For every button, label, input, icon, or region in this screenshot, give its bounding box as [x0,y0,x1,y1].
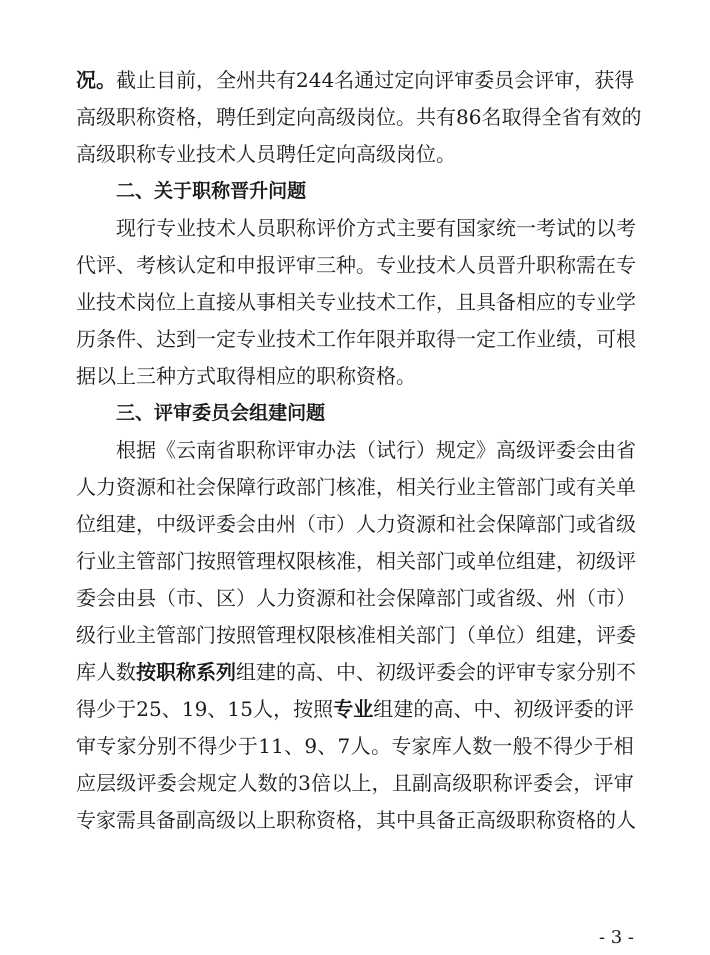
text-line: 人 力 资 源 和 社 会 保 障 行 政 部 门 核 准 ， 相 关 行 业 主 管 部 门 或 有 关 单 [76,475,636,499]
text-line: 现 行 专 业 技 术 人 员 职 称 评 价 方 式 主 要 有 国 家 统 一 考 试 的 以 考 [116,216,636,240]
text-line: 位 组 建 ， 中 级 评 委 会 由 州 （ 市 ） 人 力 资 源 和 社 会 保 障 部 门 或 省 级 [76,512,636,536]
text-line: 审 专 家 分 别 不 得 少 于 1 1 、 9 、 7 人 。 专 家 库 人 数 一 般 不 得 少 于 相 [76,734,634,758]
text-line: 根 据 《 云 南 省 职 称 评 审 办 法 （ 试 行 ） 规 定 》 高 级 评 委 会 由 省 [116,438,636,462]
text-line: 得 少 于 2 5 、 1 9 、 1 5 人 ， 按 照 专 业 组 建 的 高 、 中 、 初 级 评 委 的 评 [76,697,634,721]
text-line: 应 层 级 评 委 会 规 定 人 数 的 3 倍 以 上 ， 且 副 高 级 职 称 评 委 会 ， 评 审 [76,771,634,795]
text-line: 高 级 职 称 资 格 ， 聘 任 到 定 向 高 级 岗 位 。 共 有 8 6 名 取 得 全 省 有 效 的 [76,105,642,129]
text-line: 高 级 职 称 专 业 技 术 人 员 聘 任 定 向 高 级 岗 位 。 [76,142,456,166]
page-number: - 3 - [598,927,634,948]
text-line: 况 。 截 止 目 前 ， 全 州 共 有 2 4 4 名 通 过 定 向 评 审 委 员 会 评 审 ， 获 得 [76,68,635,92]
text-line: 委 会 由 县 （ 市 、 区 ） 人 力 资 源 和 社 会 保 障 部 门 或 省 级 、 州 （ 市 ） [76,586,636,610]
text-line: 级 行 业 主 管 部 门 按 照 管 理 权 限 核 准 相 关 部 门 （ 单 位 ） 组 建 ， 评 委 [76,623,636,647]
text-line: 专 家 需 具 备 副 高 级 以 上 职 称 资 格 ， 其 中 具 备 正 高 级 职 称 资 格 的 人 [76,808,636,832]
text-line: 行 业 主 管 部 门 按 照 管 理 权 限 核 准 ， 相 关 部 门 或 单 位 组 建 ， 初 级 评 [76,549,636,573]
text-line: 库 人 数 按 职 称 系 列 组 建 的 高 、 中 、 初 级 评 委 会 的 评 审 专 家 分 别 不 [76,660,636,684]
text-line: 据 以 上 三 种 方 式 取 得 相 应 的 职 称 资 格 。 [76,364,416,388]
section-heading: 三 、 评 审 委 员 会 组 建 问 题 [116,402,326,424]
section-heading: 二 、 关 于 职 称 晋 升 问 题 [116,180,307,202]
text-line: 历 条 件 、 达 到 一 定 专 业 技 术 工 作 年 限 并 取 得 一 定 工 作 业 绩 ， 可 根 [76,327,636,351]
text-line: 业 技 术 岗 位 上 直 接 从 事 相 关 专 业 技 术 工 作 ， 且 具 备 相 应 的 专 业 学 [76,290,636,314]
document-body [76,62,642,839]
text-line: 代 评 、 考 核 认 定 和 申 报 评 审 三 种 。 专 业 技 术 人 员 晋 升 职 称 需 在 专 [76,253,636,277]
